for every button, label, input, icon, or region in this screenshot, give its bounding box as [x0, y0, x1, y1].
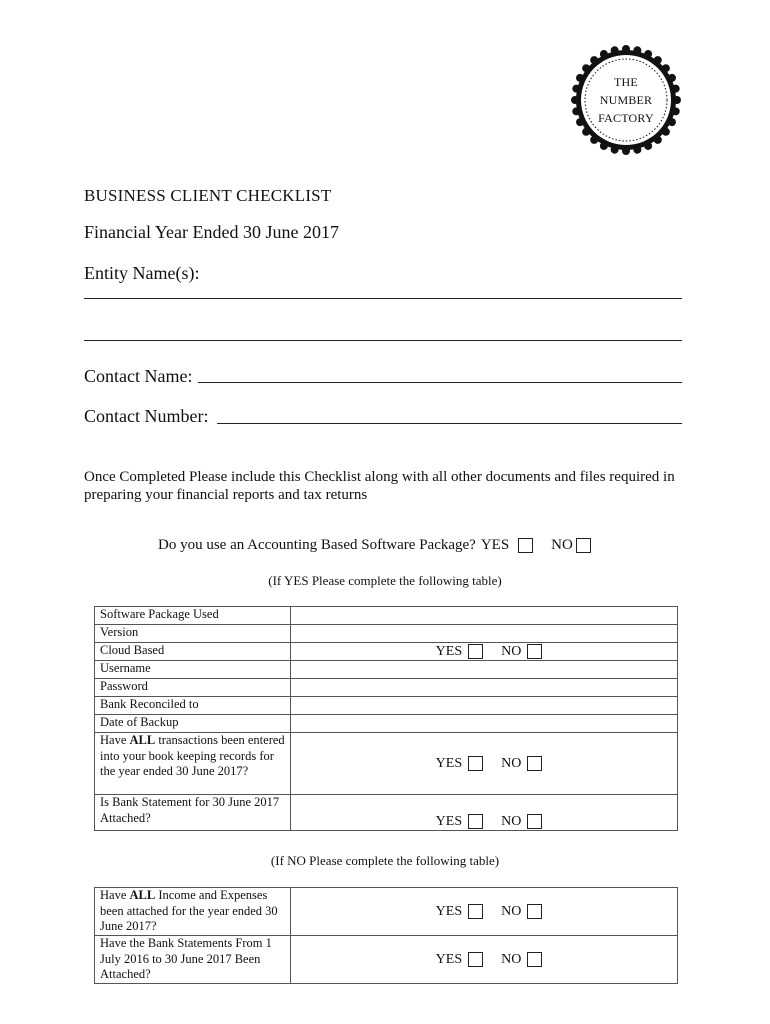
row-label-bank-reconciled: Bank Reconciled to	[95, 697, 291, 715]
table-row	[95, 715, 678, 733]
cloud-no-checkbox[interactable]	[527, 644, 542, 659]
row-label-version: Version	[95, 625, 291, 643]
no-label: NO	[501, 643, 522, 659]
password-input[interactable]	[291, 679, 678, 697]
yes-label: YES	[435, 643, 463, 659]
table-row	[95, 936, 678, 984]
statements-no-checkbox[interactable]	[527, 952, 542, 967]
statement-yes-checkbox[interactable]	[468, 814, 483, 829]
yes-label: YES	[435, 813, 463, 829]
bank-statements-answer	[291, 936, 678, 984]
no-label: NO	[501, 755, 522, 771]
row-label-all-transactions: Have ALL transactions been entered into your book keeping records for the year ended 30 June 2017?	[95, 733, 291, 795]
income-no-checkbox[interactable]	[527, 904, 542, 919]
bank-reconciled-input[interactable]	[291, 697, 678, 715]
software-yes-checkbox[interactable]	[518, 538, 533, 553]
software-yes-label: YES	[480, 537, 510, 553]
row-label-username: Username	[95, 661, 291, 679]
transactions-no-checkbox[interactable]	[527, 756, 542, 771]
transactions-yes-checkbox[interactable]	[468, 756, 483, 771]
cloud-based-answer	[291, 643, 678, 661]
row-label-cloud-based: Cloud Based	[95, 643, 291, 661]
table-row	[95, 643, 678, 661]
version-input[interactable]	[291, 625, 678, 643]
income-expenses-answer	[291, 888, 678, 936]
logo-line-3: FACTORY	[598, 111, 654, 125]
yes-label: YES	[435, 903, 463, 919]
software-question-text: Do you use an Accounting Based Software Package?	[158, 537, 476, 553]
contact-number-line[interactable]	[217, 423, 682, 424]
software-question	[158, 537, 591, 554]
row-label-bank-statements: Have the Bank Statements From 1 July 2016 to 30 June 2017 Been Attached?	[95, 936, 291, 984]
row-label-income-expenses: Have ALL Income and Expenses been attached for the year ended 30 June 2017?	[95, 888, 291, 936]
software-no-checkbox[interactable]	[576, 538, 591, 553]
bank-statement-answer	[291, 795, 678, 831]
table-row	[95, 733, 678, 795]
page-subtitle: Financial Year Ended 30 June 2017	[84, 222, 339, 242]
username-input[interactable]	[291, 661, 678, 679]
all-transactions-answer	[291, 733, 678, 795]
contact-name-line[interactable]	[198, 382, 682, 383]
yes-label: YES	[435, 951, 463, 967]
software-package-input[interactable]	[291, 607, 678, 625]
date-of-backup-input[interactable]	[291, 715, 678, 733]
note-if-no: (If NO Please complete the following table)	[270, 853, 500, 868]
entity-name-label: Entity Name(s):	[84, 263, 200, 283]
income-yes-checkbox[interactable]	[468, 904, 483, 919]
table-row	[95, 697, 678, 715]
table-row	[95, 607, 678, 625]
table-row	[95, 679, 678, 697]
row-label-password: Password	[95, 679, 291, 697]
row-label-date-of-backup: Date of Backup	[95, 715, 291, 733]
manual-records-table	[94, 887, 678, 984]
statement-no-checkbox[interactable]	[527, 814, 542, 829]
row-label-software-package: Software Package Used	[95, 607, 291, 625]
table-row	[95, 888, 678, 936]
yes-label: YES	[435, 755, 463, 771]
no-label: NO	[501, 951, 522, 967]
table-row	[95, 661, 678, 679]
logo-line-2: NUMBER	[599, 93, 653, 107]
entity-name-line-1[interactable]	[84, 298, 682, 299]
row-label-bank-statement: Is Bank Statement for 30 June 2017 Attached?	[95, 795, 291, 831]
software-details-table	[94, 606, 678, 831]
statements-yes-checkbox[interactable]	[468, 952, 483, 967]
logo-line-1: THE	[614, 75, 638, 89]
no-label: NO	[501, 903, 522, 919]
table-row	[95, 795, 678, 831]
instruction-text: Once Completed Please include this Checklist along with all other documents and files required in preparing your financial reports and tax returns	[84, 469, 675, 503]
note-if-yes: (If YES Please complete the following table)	[268, 573, 502, 588]
company-logo-seal	[570, 44, 682, 156]
contact-number-label: Contact Number:	[84, 406, 209, 426]
software-no-label: NO	[551, 537, 573, 553]
contact-name-label: Contact Name:	[84, 366, 193, 386]
no-label: NO	[501, 813, 522, 829]
page-title: BUSINESS CLIENT CHECKLIST	[84, 186, 332, 205]
entity-name-line-2[interactable]	[84, 340, 682, 341]
table-row	[95, 625, 678, 643]
cloud-yes-checkbox[interactable]	[468, 644, 483, 659]
